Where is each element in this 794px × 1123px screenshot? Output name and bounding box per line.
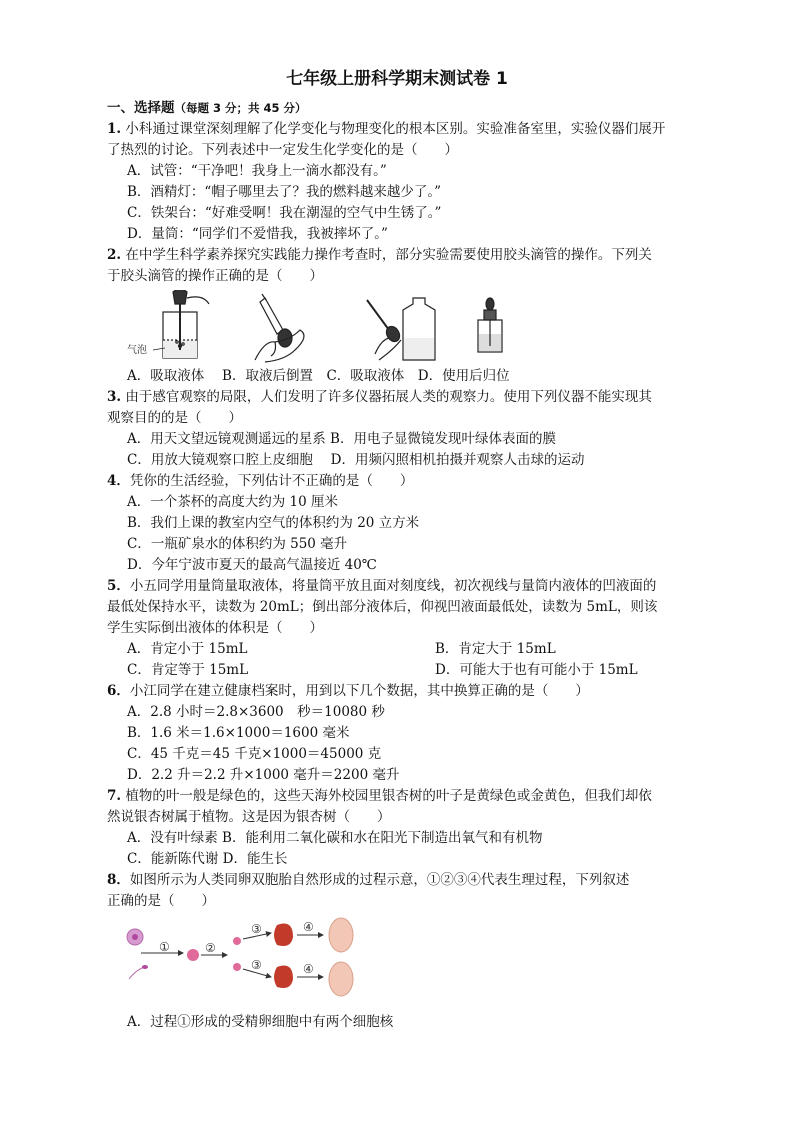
q3-options-cd: C．用放大镜观察口腔上皮细胞 D．用频闪照相机拍摄并观察人击球的运动: [127, 452, 585, 468]
q2-options: A．吸取液体 B．取液后倒置 C．吸取液体 D．使用后归位: [127, 368, 510, 384]
bubble-label: 气泡: [127, 345, 147, 356]
q6-option-d: D．2.2 升＝2.2 升×1000 毫升＝2200 毫升: [127, 767, 400, 783]
q5-option-d: D．可能大于也有可能小于 15mL: [435, 662, 638, 678]
question-3-line-1: [107, 387, 652, 407]
question-text: 植物的叶一般是绿色的，这些天海外校园里银杏树的叶子是黄绿色或金黄色，但我们却依: [125, 788, 652, 804]
process-1-mark: ①: [159, 940, 170, 954]
question-7-line-2: 然说银杏树属于植物。这是因为银杏树（ ）: [107, 809, 391, 825]
fetus-lower: [274, 966, 293, 989]
question-text: 凭你的生活经验，下列估计不正确的是（ ）: [129, 473, 414, 489]
question-text: 由于感官观察的局限，人们发明了许多仪器拓展人类的观察力。使用下列仪器不能实现其: [125, 389, 652, 405]
zygote: [187, 949, 199, 961]
q1-option-d: D．量筒：“同学们不爱惜我，我被摔坏了。”: [127, 226, 388, 242]
question-1-line-2: 了热烈的讨论。下列表述中一定发生化学变化的是（ ）: [107, 142, 458, 158]
q7-options-ab: A．没有叶绿素 B．能利用二氧化碳和水在阳光下制造出氧气和有机物: [127, 830, 543, 846]
question-6-line-1: [107, 681, 589, 701]
process-3-mark-lower: ③: [251, 958, 262, 972]
baby-lower: [329, 962, 353, 996]
question-text: 如图所示为人类同卵双胞胎自然形成的过程示意，①②③④代表生理过程，下列叙述: [129, 872, 630, 888]
q8-option-a: A．过程①形成的受精卵细胞中有两个细胞核: [127, 1014, 394, 1030]
q4-option-c: C．一瓶矿泉水的体积约为 550 毫升: [127, 536, 348, 552]
q6-option-a: A．2.8 小时＝2.8×3600 秒＝10080 秒: [127, 704, 385, 720]
question-number: 1.: [107, 121, 122, 137]
question-number: 6．: [107, 683, 130, 699]
q3-options-ab: A．用天文望远镜观测遥远的星系 B．用电子显微镜发现叶绿体表面的膜: [127, 431, 556, 447]
section-note: （每题 3 分；共 45 分）: [174, 101, 307, 115]
question-2-line-2: 于胶头滴管的操作正确的是（ ）: [107, 268, 323, 284]
section-title: 一、选择题: [107, 100, 175, 116]
question-3-line-2: 观察目的的是（ ）: [107, 410, 242, 426]
process-4-mark-upper: ④: [303, 920, 314, 934]
figure-b-dropper-inverted: [255, 294, 304, 362]
process-2-mark: ②: [205, 941, 216, 955]
fetus-upper: [274, 924, 293, 947]
q6-option-b: B．1.6 米＝1.6×1000＝1600 毫米: [127, 725, 350, 741]
sperm-cell: [129, 967, 145, 979]
figure-c-dropper-to-bottle: [367, 298, 435, 360]
twin-formation-figure: [125, 915, 365, 1005]
section-heading: [107, 98, 307, 118]
question-number: 5．: [107, 578, 130, 594]
process-4-mark-lower: ④: [303, 962, 314, 976]
q1-option-c: C．铁架台：“好难受啊！我在潮湿的空气中生锈了。”: [127, 205, 442, 221]
q6-option-c: C．45 千克＝45 千克×1000＝45000 克: [127, 746, 382, 762]
question-number: 7.: [107, 788, 122, 804]
question-2-line-1: [107, 245, 652, 265]
question-number: 3.: [107, 389, 122, 405]
question-4-line-1: [107, 471, 413, 491]
figure-a-dropper-in-bottle: [153, 290, 209, 358]
q5-option-a: A．肯定小于 15mL: [127, 641, 248, 657]
question-number: 4．: [107, 473, 130, 489]
q1-option-a: A．试管：“干净吧！我身上一滴水都没有。”: [127, 163, 387, 179]
dropper-operations-figure: [125, 290, 525, 370]
process-3-mark-upper: ③: [251, 922, 262, 936]
question-5-line-2: 最低处保持水平，读数为 20mL；倒出部分液体后，仰视凹液面最低处，读数为 5mL，则该: [107, 599, 658, 615]
figure-d-dropper-stored: [478, 298, 502, 352]
question-text: 小江同学在建立健康档案时，用到以下几个数据，其中换算正确的是（ ）: [129, 683, 589, 699]
question-1-line-1: [107, 119, 665, 139]
question-text: 小五同学用量筒量取液体，将量筒平放且面对刻度线，初次视线与量筒内液体的凹液面的: [129, 578, 657, 594]
question-7-line-1: [107, 786, 652, 806]
q4-option-b: B．我们上课的教室内空气的体积约为 20 立方米: [127, 515, 420, 531]
question-5-line-3: 学生实际倒出液体的体积是（ ）: [107, 620, 323, 636]
q4-option-d: D．今年宁波市夏天的最高气温接近 40℃: [127, 557, 377, 573]
page-title: 七年级上册科学期末测试卷 1: [286, 69, 508, 89]
question-text: 小科通过课堂深刻理解了化学变化与物理变化的根本区别。实验准备室里，实验仪器们展开: [125, 121, 666, 137]
question-5-line-1: [107, 576, 656, 596]
question-8-line-1: [107, 870, 629, 890]
question-8-line-2: 正确的是（ ）: [107, 893, 215, 909]
question-number: 2.: [107, 247, 122, 263]
q4-option-a: A．一个茶杯的高度大约为 10 厘米: [127, 494, 339, 510]
q5-option-b: B．肯定大于 15mL: [435, 641, 556, 657]
q1-option-b: B．酒精灯：“帽子哪里去了？我的燃料越来越少了。”: [127, 184, 441, 200]
baby-upper: [329, 918, 353, 952]
q7-options-cd: C．能新陈代谢 D．能生长: [127, 851, 288, 867]
q5-option-c: C．肯定等于 15mL: [127, 662, 249, 678]
question-number: 8．: [107, 872, 130, 888]
question-text: 在中学生科学素养探究实践能力操作考查时，部分实验需要使用胶头滴管的操作。下列关: [125, 247, 652, 263]
